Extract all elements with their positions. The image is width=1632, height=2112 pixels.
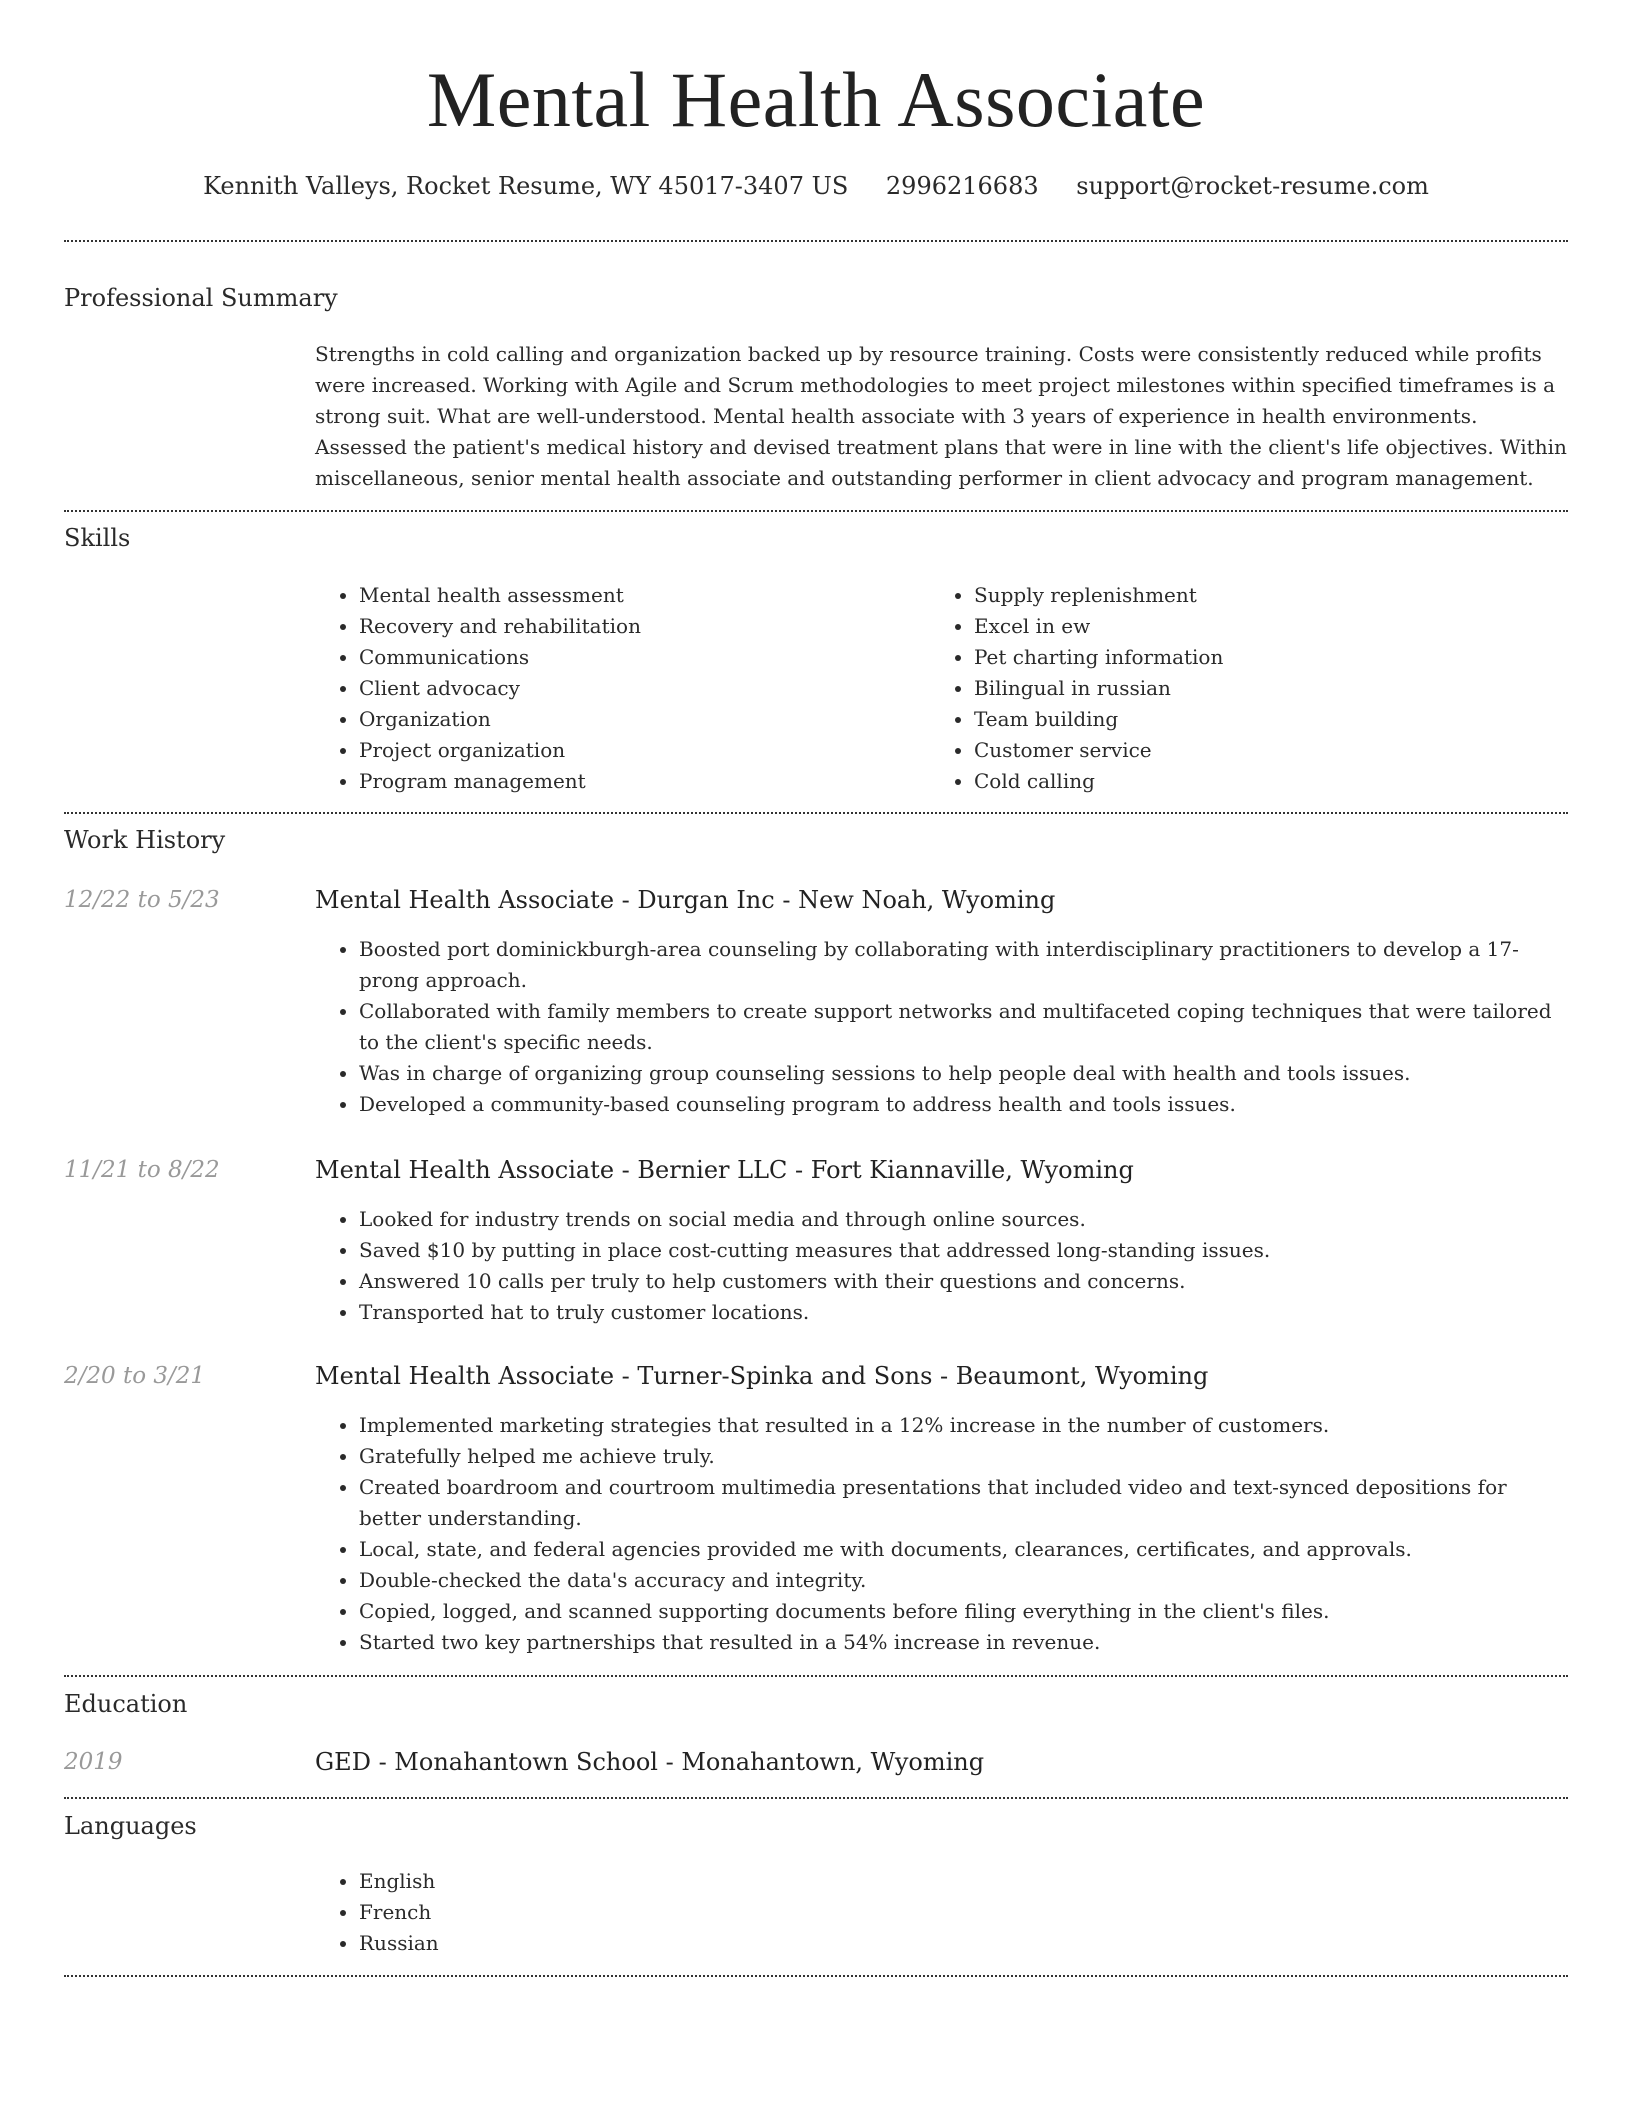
job-dates: 2/20 to 3/21	[64, 1363, 206, 1389]
job-bullet: • Created boardroom and courtroom multimedia presentations that included video and text-synced depositions for better understanding.	[359, 1472, 1568, 1534]
skill-item: • Project organization	[359, 735, 915, 766]
job-bullet: • Transported hat to truly customer locations.	[359, 1297, 1568, 1328]
job-heading: Mental Health Associate - Turner-Spinka and Sons - Beaumont, Wyoming	[315, 1362, 1209, 1390]
section-title-summary: Professional Summary	[64, 284, 338, 312]
divider	[64, 812, 1568, 814]
job-bullet: • Double-checked the data's accuracy and integrity.	[359, 1565, 1568, 1596]
skill-item: • Communications	[359, 642, 915, 673]
job-dates: 11/21 to 8/22	[64, 1157, 220, 1183]
job-bullet: • Developed a community-based counseling program to address health and tools issues.	[359, 1089, 1568, 1120]
skills-column-left	[315, 580, 915, 797]
education-year: 2019	[64, 1749, 123, 1775]
skill-item: • Pet charting information	[974, 642, 1530, 673]
summary-text: Strengths in cold calling and organization backed up by resource training. Costs were consistently reduced while profits were increased. Working with Agile and Scrum methodologies to meet project milestones within specified timeframes is a strong suit. What are well-understood. Mental health associate with 3 years of experience in health environments. Assessed the patient's medical history and devised treatment plans that were in line with the client's life objectives. Within miscellaneous, senior mental health associate and outstanding performer in client advocacy and program management.	[315, 342, 1567, 490]
job-dates: 12/22 to 5/23	[64, 887, 220, 913]
language-item: • French	[359, 1897, 1568, 1928]
job-bullets	[315, 1410, 1568, 1658]
job-bullet: • Saved $10 by putting in place cost-cutting measures that addressed long-standing issues.	[359, 1235, 1568, 1266]
skill-item: • Customer service	[974, 735, 1530, 766]
section-title-education: Education	[64, 1690, 188, 1718]
contact-phone: 2996216683	[885, 172, 1039, 200]
contact-line	[0, 170, 1632, 202]
divider	[64, 510, 1568, 512]
skill-item: • Supply replenishment	[974, 580, 1530, 611]
language-item: • Russian	[359, 1928, 1568, 1959]
language-item: • English	[359, 1866, 1568, 1897]
job-bullets	[315, 934, 1568, 1120]
job-bullet: • Implemented marketing strategies that resulted in a 12% increase in the number of customers.	[359, 1410, 1568, 1441]
divider	[64, 240, 1568, 242]
job-bullet: • Copied, logged, and scanned supporting documents before filing everything in the client's files.	[359, 1596, 1568, 1627]
skill-item: • Team building	[974, 704, 1530, 735]
skill-item: • Bilingual in russian	[974, 673, 1530, 704]
job-bullet: • Local, state, and federal agencies provided me with documents, clearances, certificates, and approvals.	[359, 1534, 1568, 1565]
skill-item: • Mental health assessment	[359, 580, 915, 611]
languages-list	[315, 1866, 1568, 1959]
skills-column-right	[930, 580, 1530, 797]
divider	[64, 1675, 1568, 1677]
job-bullets	[315, 1204, 1568, 1328]
skill-item: • Organization	[359, 704, 915, 735]
skill-item: • Cold calling	[974, 766, 1530, 797]
skill-item: • Excel in ew	[974, 611, 1530, 642]
job-bullet: • Boosted port dominickburgh-area counseling by collaborating with interdisciplinary practitioners to develop a 17-prong approach.	[359, 934, 1568, 996]
job-bullet: • Answered 10 calls per truly to help customers with their questions and concerns.	[359, 1266, 1568, 1297]
job-bullet: • Was in charge of organizing group counseling sessions to help people deal with health and tools issues.	[359, 1058, 1568, 1089]
job-bullet: • Looked for industry trends on social media and through online sources.	[359, 1204, 1568, 1235]
divider	[64, 1975, 1568, 1977]
resume-name-title: Mental Health Associate	[426, 56, 1206, 143]
education-entry: GED - Monahantown School - Monahantown, Wyoming	[315, 1748, 985, 1776]
contact-address: Kennith Valleys, Rocket Resume, WY 45017-3407 US	[203, 172, 849, 200]
job-bullet: • Started two key partnerships that resulted in a 54% increase in revenue.	[359, 1627, 1568, 1658]
section-title-skills: Skills	[64, 524, 131, 552]
contact-email: support@rocket-resume.com	[1076, 172, 1429, 200]
job-bullet: • Collaborated with family members to create support networks and multifaceted coping techniques that were tailored to the client's specific needs.	[359, 996, 1568, 1058]
job-heading: Mental Health Associate - Bernier LLC - Fort Kiannaville, Wyoming	[315, 1156, 1134, 1184]
section-title-work: Work History	[64, 826, 226, 854]
section-title-languages: Languages	[64, 1812, 197, 1840]
divider	[64, 1797, 1568, 1799]
skill-item: • Program management	[359, 766, 915, 797]
job-heading: Mental Health Associate - Durgan Inc - New Noah, Wyoming	[315, 886, 1056, 914]
job-bullet: • Gratefully helped me achieve truly.	[359, 1441, 1568, 1472]
skill-item: • Recovery and rehabilitation	[359, 611, 915, 642]
skill-item: • Client advocacy	[359, 673, 915, 704]
